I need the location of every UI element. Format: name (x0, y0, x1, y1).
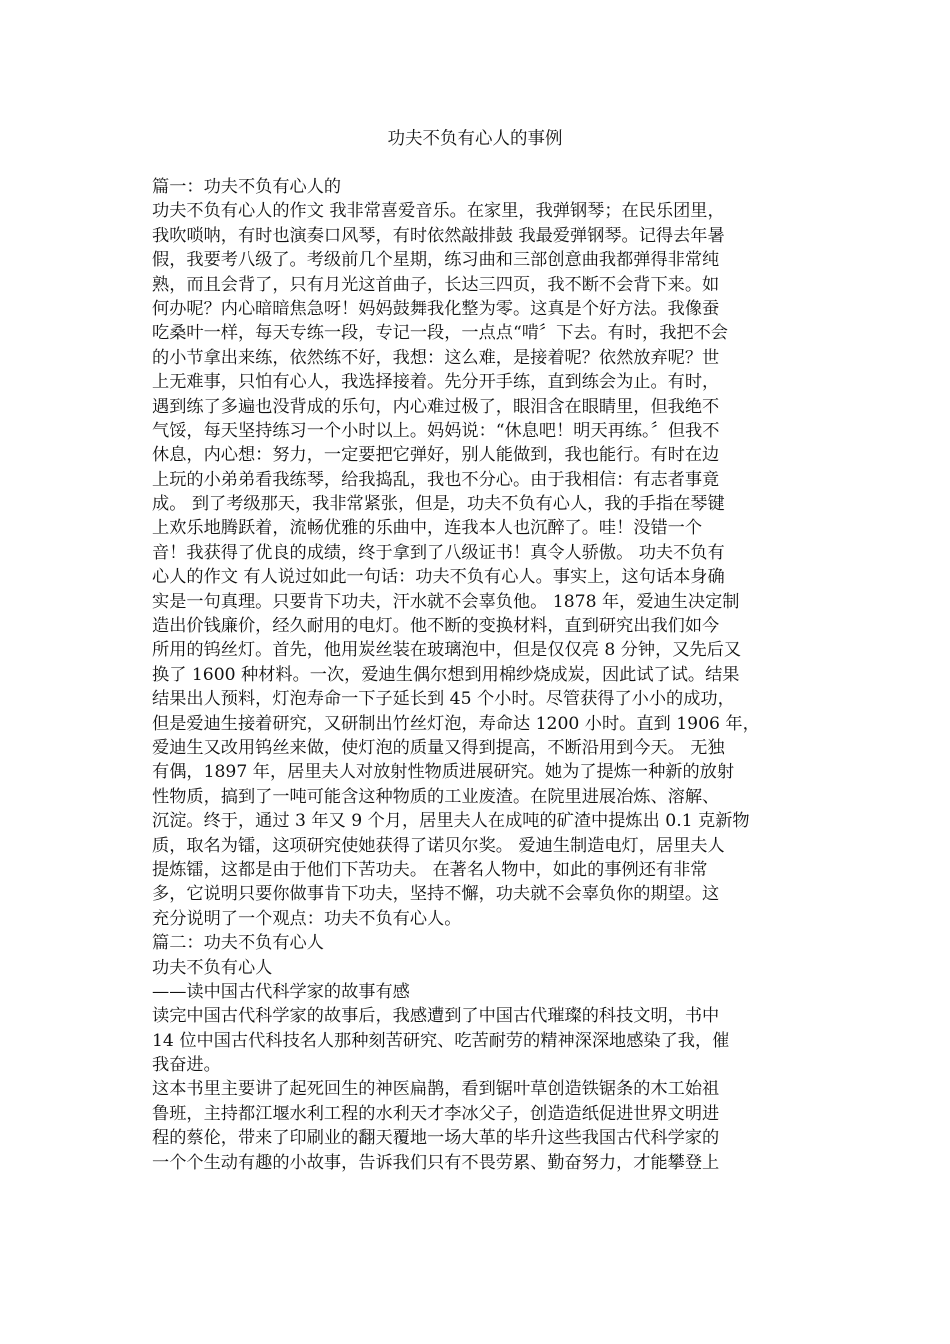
text-line: 充分说明了一个观点：功夫不负有心人。 (152, 908, 462, 929)
text-line: 14 位中国古代科技名人那种刻苦研究、吃苦耐劳的精神深深地感染了我，催 (152, 1030, 730, 1051)
text-line: 假，我要考八级了。考级前几个星期，练习曲和三部创意曲我都弹得非常纯 (152, 250, 720, 271)
text-line: 成。 到了考级那天，我非常紧张，但是，功夫不负有心人，我的手指在琴键 (152, 494, 725, 515)
text-line: 我奋进。 (152, 1055, 221, 1076)
text-line: 多，它说明只要你做事肯下功夫，坚持不懈，功夫就不会辜负你的期望。这 (152, 884, 720, 905)
text-line: 休息，内心想：努力，一定要把它弹好，别人能做到，我也能行。有时在边 (152, 445, 720, 466)
document-body (152, 175, 794, 1175)
text-line: 但是爱迪生接着研究，又研制出竹丝灯泡，寿命达 1200 小时。直到 1906 年， (152, 713, 760, 734)
text-line: 性物质，搞到了一吨可能含这种物质的工业废渣。在院里进展冶炼、溶解、 (152, 786, 720, 807)
text-line: 篇一：功夫不负有心人的 (152, 177, 342, 197)
text-line: ——读中国古代科学家的故事有感 (152, 981, 410, 1002)
text-line: 篇二：功夫不负有心人 (152, 933, 324, 954)
text-line: 遇到练了多遍也没背成的乐句，内心难过极了，眼泪含在眼睛里，但我绝不 (152, 396, 720, 417)
text-line: 这本书里主要讲了起死回生的神医扁鹊，看到锯叶草创造铁锯条的木工始祖 (152, 1079, 720, 1100)
text-line: 爱迪生又改用钨丝来做，使灯泡的质量又得到提高，不断沿用到今天。 无独 (152, 737, 725, 758)
text-line: 有偶，1897 年，居里夫人对放射性物质进展研究。她为了提炼一种新的放射 (152, 762, 735, 783)
text-line: 心人的作文 有人说过如此一句话：功夫不负有心人。事实上，这句话本身确 (152, 567, 725, 588)
text-line: 功夫不负有心人的作文 我非常喜爱音乐。在家里，我弹钢琴；在民乐团里， (152, 201, 725, 222)
text-line: 实是一句真理。只要肯下功夫，汗水就不会辜负他。 1878 年，爱迪生决定制 (152, 591, 740, 612)
text-line: 沉淀。终于，通过 3 年又 9 个月，居里夫人在成吨的矿渣中提炼出 0.1 克新物 (152, 811, 750, 832)
text-line: 读完中国古代科学家的故事后，我感遭到了中国古代璀璨的科技文明，书中 (152, 1006, 720, 1027)
text-line: 吃桑叶一样，每天专练一段，专记一段，一点点“啃〞下去。有时，我把不会 (152, 323, 728, 344)
text-line: 的小节拿出来练，依然练不好，我想：这么难，是接着呢？依然放弃呢？世 (152, 347, 720, 368)
text-line: 造出价钱廉价，经久耐用的电灯。他不断的变换材料，直到研究出我们如今 (152, 616, 720, 637)
text-line: 功夫不负有心人 (152, 957, 273, 978)
text-line: 一个个生动有趣的小故事，告诉我们只有不畏劳累、勤奋努力，才能攀登上 (152, 1152, 720, 1173)
text-line: 质，取名为镭，这项研究使她获得了诺贝尔奖。 爱迪生制造电灯，居里夫人 (152, 835, 725, 856)
text-line: 气馁，每天坚持练习一个小时以上。妈妈说：“休息吧！明天再练。〞但我不 (152, 420, 720, 441)
text-line: 换了 1600 种材料。一次，爱迪生偶尔想到用棉纱烧成炭，因此试了试。结果 (152, 664, 740, 685)
text-line: 所用的钨丝灯。首先，他用炭丝装在玻璃泡中，但是仅仅亮 8 分钟，又先后又 (152, 640, 742, 661)
text-line: 上玩的小弟弟看我练琴，给我捣乱，我也不分心。由于我相信：有志者事竟 (152, 469, 720, 490)
document-title: 功夫不负有心人的事例 (387, 129, 563, 149)
text-line: 何办呢？内心暗暗焦急呀！妈妈鼓舞我化整为零。这真是个好方法。我像蚕 (152, 298, 720, 319)
text-line: 音！我获得了优良的成绩，终于拿到了八级证书！真令人骄傲。 功夫不负有 (152, 542, 725, 563)
text-line: 熟，而且会背了，只有月光这首曲子，长达三四页，我不断不会背下来。如 (152, 274, 720, 295)
text-line: 程的蔡伦，带来了印刷业的翻天覆地一场大革的毕升这些我国古代科学家的 (152, 1128, 720, 1149)
text-line: 上欢乐地腾跃着，流畅优雅的乐曲中，连我本人也沉醉了。哇！没错一个 (152, 518, 703, 539)
text-line: 结果出人预料，灯泡寿命一下子延长到 45 个小时。尽管获得了小小的成功， (152, 689, 735, 710)
text-line: 上无难事，只怕有心人，我选择接着。先分开手练，直到练会为止。有时， (152, 372, 720, 393)
text-line: 我吹唢呐，有时也演奏口风琴，有时依然敲排鼓 我最爱弹钢琴。记得去年暑 (152, 225, 725, 246)
text-line: 提炼镭，这都是由于他们下苦功夫。 在著名人物中，如此的事例还有非常 (152, 859, 708, 880)
text-line: 鲁班，主持都江堰水利工程的水利天才李冰父子，创造造纸促进世界文明进 (152, 1103, 720, 1124)
